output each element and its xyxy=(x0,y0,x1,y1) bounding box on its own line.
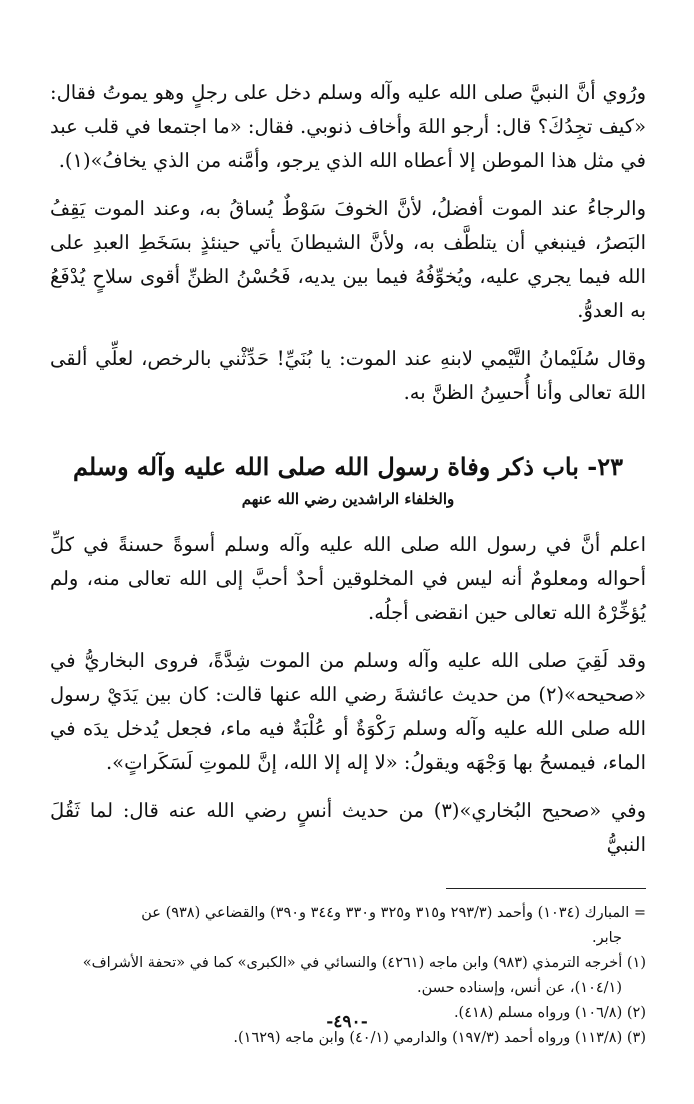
paragraph: اعلم أنَّ في رسول الله صلى الله عليه وآله وسلم أسوةً حسنةً في كلِّ أحواله ومعلومٌ أنه ليس في المخلوقين أحدٌ أحبَّ إلى الله تعالى منه، ولم يُؤخِّرْهُ الله تعالى حين انقضى أجلُه. xyxy=(50,533,646,624)
footnote: (١٠٤/١)، عن أنس، وإسناده حسن. xyxy=(417,980,622,996)
footnote: (٢) (١٠٦/٨) ورواه مسلم (٤١٨). xyxy=(453,1005,646,1021)
paragraph: والرجاءُ عند الموت أفضلُ، لأنَّ الخوفَ سَوْطٌ يُساقُ به، وعند الموت يَقِفُ البَصرُ، فينبغي أن يتلطَّف به، ولأنَّ الشيطانَ يأتي حينئذٍ بسَخَطِ العبدِ على الله فيما يجري عليه، ويُخوِّفُهُ فيما بين يديه، فَحُسْنُ الظنِّ أقوى سلاحٍ يُدْفَعُ به العدوُّ. xyxy=(50,197,646,322)
paragraph: وقد لَقِيَ صلى الله عليه وآله وسلم من الموت شِدَّةً، فروى البخاريُّ في «صحيحه»(٢) من حديث عائشةَ رضي الله عنها قالت: كان بين يَدَيْ رسول الله صلى الله عليه وآله وسلم رَكْوَةٌ أو عُلْبَةٌ فيه ماء، فجعل يُدخل يدَه في الماء، فيمسحُ بها وَجْهَه ويقولُ: «لا إله إلا الله، إنَّ للموتِ لَسَكَراتٍ». xyxy=(50,649,646,774)
chapter-subtitle: والخلفاء الراشدين رضي الله عنهم xyxy=(241,490,455,508)
paragraph: ورُوي أنَّ النبيَّ صلى الله عليه وآله وسلم دخل على رجلٍ وهو يموتُ فقال: «كيف تجِدُكَ؟ قال: أرجو اللهَ وأخاف ذنوبي. فقال: «ما اجتمعا في قلب عبد في مثل هذا الموطن إلا أعطاه الله الذي يرجو، وأمَّنه من الذي يخافُ»(١). xyxy=(50,81,646,172)
chapter-heading xyxy=(50,450,646,510)
paragraph: وفي «صحيح البُخاري»(٣) من حديث أنسٍ رضي الله عنه قال: لما ثَقُلَ النبيُّ xyxy=(50,799,646,856)
chapter-title: ٢٣- باب ذكر وفاة رسول الله صلى الله عليه وآله وسلم xyxy=(72,452,624,481)
footnote: (٣) (١١٣/٨) ورواه أحمد (١٩٧/٣) والدارمي (٤٠/١) وابن ماجه (١٦٢٩). xyxy=(233,1030,646,1046)
page-number: -٤٩٠- xyxy=(326,1012,368,1032)
paragraph: وقال سُلَيْمانُ التَّيْمي لابنهِ عند الموت: يا بُنَيِّ! حَدِّثْني بالرخص، لعلِّي ألقى اللهَ تعالى وأنا أُحسِنُ الظنَّ به. xyxy=(50,347,646,404)
footnote: = المبارك (١٠٣٤) وأحمد (٢٩٣/٣ و٣١٥ و٣٢٥ و٣٣٠ و٣٤٤ و٣٩٠) والقضاعي (٩٣٨) عن xyxy=(141,905,646,921)
footnote: جابر. xyxy=(591,930,622,946)
footnote: (١) أخرجه الترمذي (٩٨٣) وابن ماجه (٤٢٦١) والنسائي في «الكبرى» كما في «تحفة الأشراف» xyxy=(82,955,646,971)
footnote-divider xyxy=(446,888,646,889)
